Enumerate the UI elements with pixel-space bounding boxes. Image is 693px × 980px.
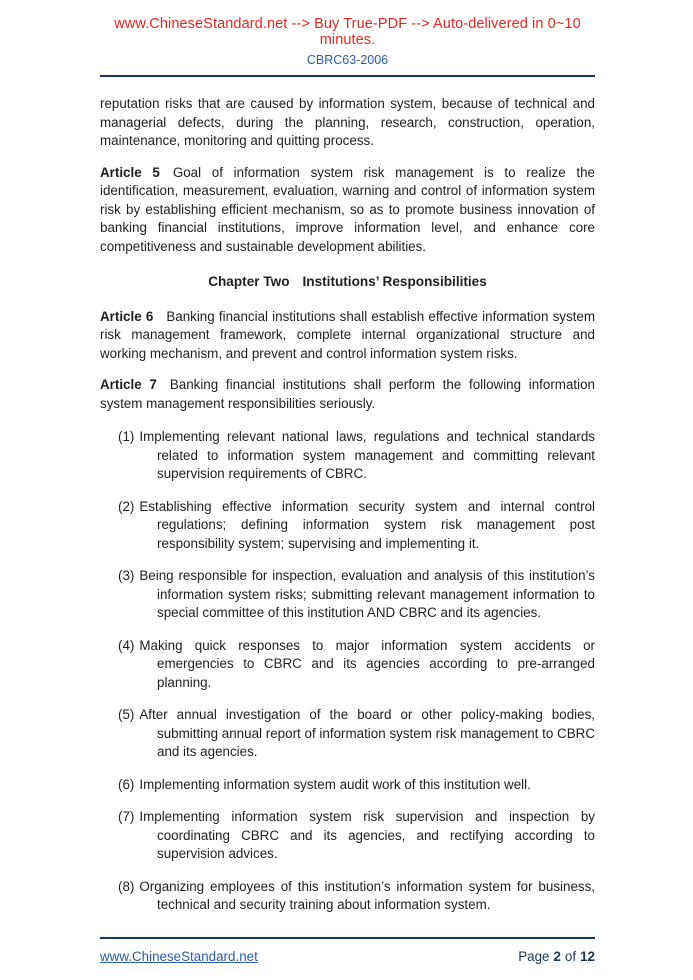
promo-banner: www.ChineseStandard.net --> Buy True-PDF --> Auto-delivered in 0~10 minutes. (114, 16, 581, 48)
page-of-label: of (564, 949, 577, 964)
page-header (100, 16, 595, 77)
item-text: Establishing effective information security system and internal control regulations; defining information system risk management post responsibility system; supervising and implementing it. (139, 498, 595, 551)
item-text: Being responsible for inspection, evaluation and analysis of this institution’s information system risks; submitting relevant management information to special committee of this institution AND CBRC and its agencies. (139, 568, 595, 620)
list-item (100, 706, 595, 762)
article-7-label: Article 7 (100, 377, 157, 392)
page-footer (100, 929, 595, 964)
item-text: Making quick responses to major information system accidents or emergencies to CBRC and its agencies according to pre-arranged planning. (139, 637, 595, 690)
page-number-total: 12 (580, 949, 595, 964)
paragraph-article-7 (100, 376, 595, 413)
page-number-current: 2 (553, 949, 561, 964)
document-body (100, 77, 595, 929)
chapter-heading-title: Institutions’ Responsibilities (302, 274, 487, 289)
article-6-label: Article 6 (100, 308, 154, 324)
list-item (100, 808, 595, 864)
item-marker: (4) (118, 637, 135, 653)
item-text: Implementing information system risk supervision and inspection by coordinating CBRC and its agencies, and rectifying according to supervision advices. (139, 809, 595, 861)
chapter-heading (100, 273, 595, 292)
list-item (100, 498, 595, 554)
article-6-text: Banking financial institutions shall establish effective information system risk management framework, complete internal organizational structure and working mechanism, and prevent and control information system risks. (100, 308, 596, 361)
item-marker: (3) (118, 568, 135, 583)
item-text: After annual investigation of the board or other policy-making bodies, submitting annual report of information system risk management to CBRC and its agencies. (139, 707, 595, 759)
list-item (100, 567, 595, 623)
list-item (100, 428, 595, 484)
list-item (100, 776, 595, 795)
responsibilities-list (100, 428, 595, 915)
page-indicator (518, 949, 595, 964)
article-5-label: Article 5 (100, 164, 160, 180)
footer-divider (100, 937, 595, 939)
list-item (100, 878, 595, 915)
page-label: Page (518, 949, 550, 964)
paragraph-text: reputation risks that are caused by information system, because of technical and managerial defects, during the planning, research, construction, operation, maintenance, monitoring and quitting process. (100, 96, 595, 148)
item-text: Organizing employees of this institution’s information system for business, technical and security training about information system. (139, 878, 595, 912)
item-marker: (6) (118, 776, 135, 792)
footer-link[interactable]: www.ChineseStandard.net (100, 949, 258, 964)
paragraph-article-5 (100, 164, 595, 257)
paragraph-article-6 (100, 308, 595, 364)
article-7-text: Banking financial institutions shall perform the following information system management responsibilities seriously. (100, 377, 596, 411)
article-5-text: Goal of information system risk management is to realize the identification, measurement, evaluation, warning and control of information system risk by establishing efficient mechanism, so as to promote business innovation of banking financial institutions, improve information level, and enhance core competitiveness and sustainable development abilities. (100, 164, 595, 254)
document-code: CBRC63-2006 (306, 53, 389, 67)
item-marker: (1) (118, 429, 135, 444)
paragraph-continuation (100, 95, 595, 151)
chapter-heading-number: Chapter Two (208, 274, 290, 289)
item-marker: (2) (118, 498, 135, 514)
item-text: Implementing information system audit work of this institution well. (139, 776, 531, 792)
item-marker: (8) (118, 878, 135, 894)
item-text: Implementing relevant national laws, regulations and technical standards related to information system management and committing relevant supervision requirements of CBRC. (139, 429, 595, 481)
item-marker: (7) (118, 809, 135, 824)
list-item (100, 637, 595, 693)
item-marker: (5) (118, 707, 135, 722)
